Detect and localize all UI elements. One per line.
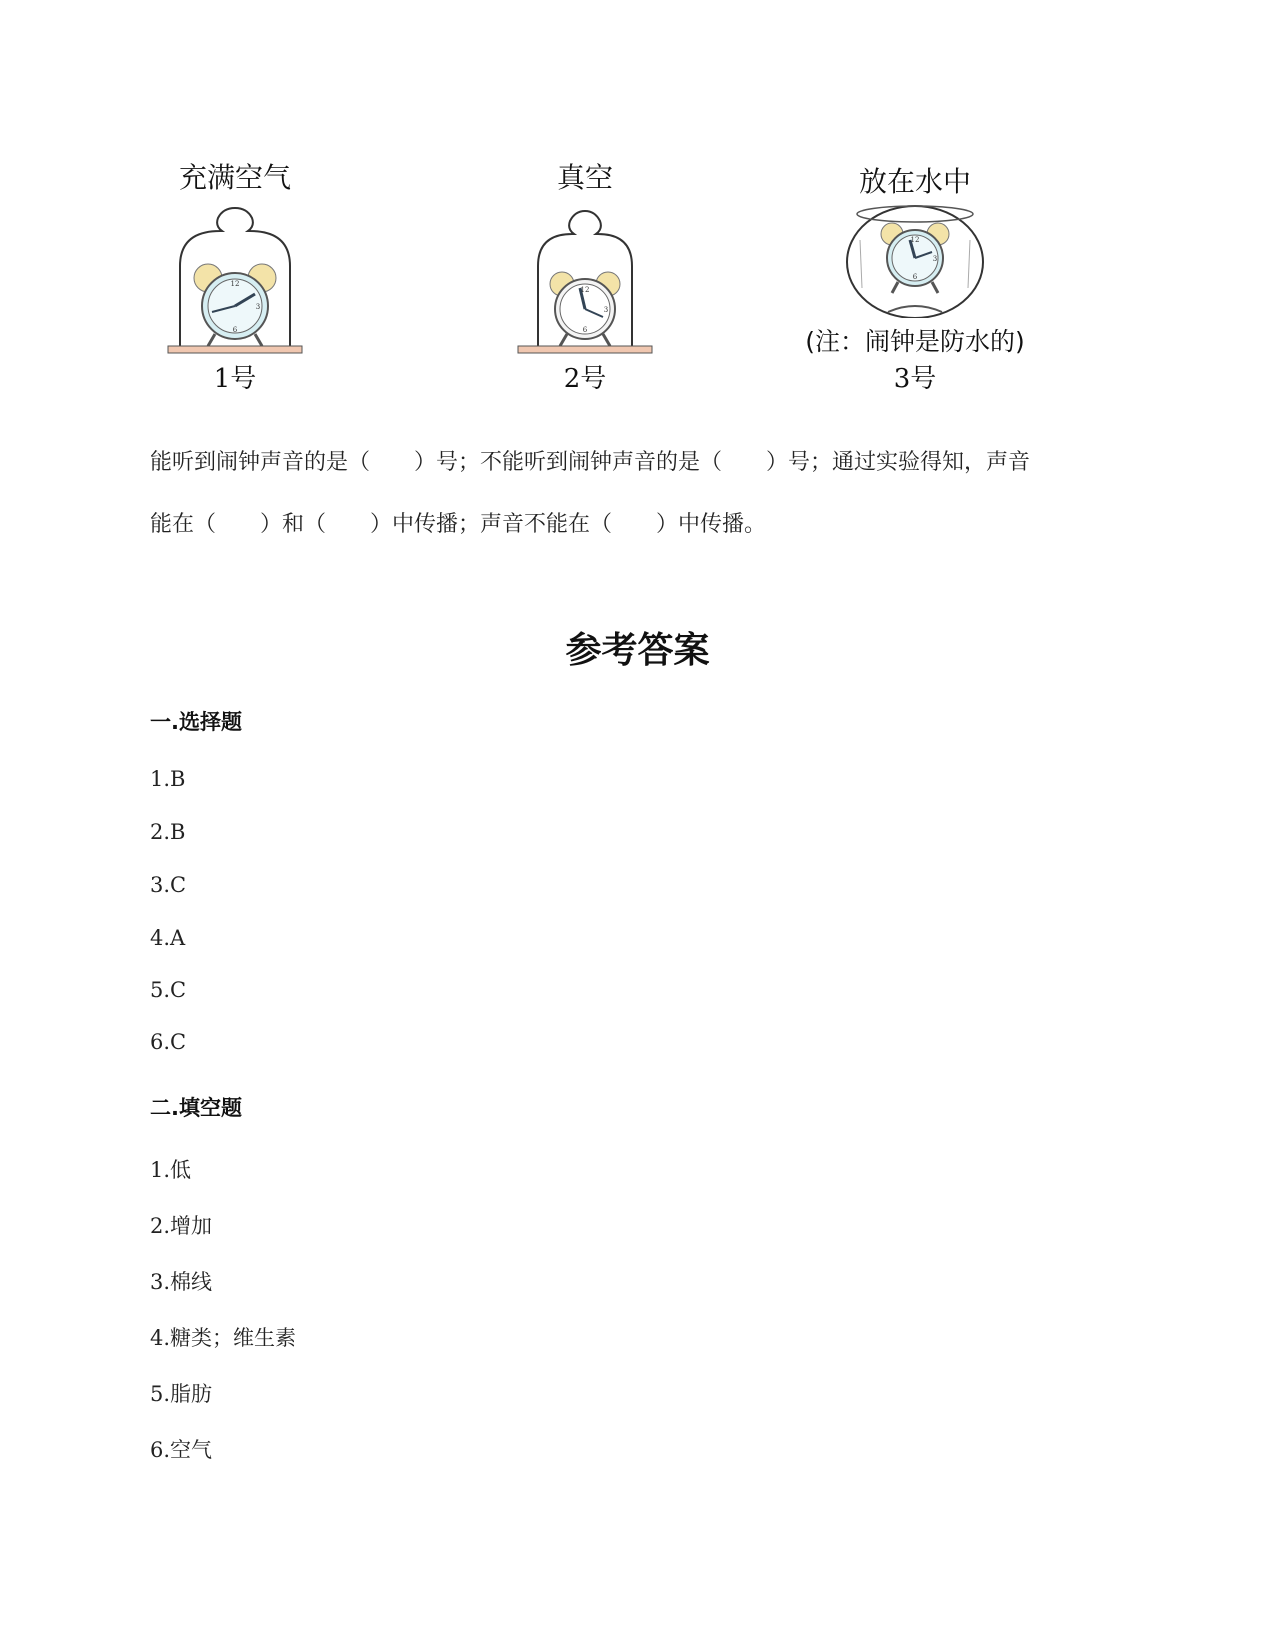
answer-item: 2.B (150, 820, 186, 844)
figure-2-label: 2号 (563, 364, 607, 394)
figure-3 (780, 150, 1050, 395)
answer-item: 5.C (150, 978, 187, 1002)
svg-text:6: 6 (912, 273, 918, 281)
svg-text:6: 6 (582, 326, 588, 334)
svg-text:3: 3 (255, 303, 261, 311)
svg-text:12: 12 (910, 236, 920, 244)
svg-text:12: 12 (580, 286, 590, 294)
answer-item: 2.增加 (150, 1214, 213, 1238)
figure-3-caption: 放在水中 (858, 165, 971, 198)
svg-text:3: 3 (932, 255, 938, 263)
answer-item: 1.低 (150, 1158, 192, 1182)
svg-text:12: 12 (230, 280, 240, 288)
figure-1 (160, 150, 310, 395)
answer-item: 4.A (150, 926, 186, 950)
question-line-2: 能在（ ）和（ ）中传播；声音不能在（ ）中传播。 (150, 512, 767, 537)
figure-2-caption: 真空 (556, 161, 613, 194)
question-line-1: 能听到闹钟声音的是（ ）号；不能听到闹钟声音的是（ ）号；通过实验得知，声音 (150, 450, 1031, 475)
answer-item: 1.B (150, 767, 186, 791)
figure-2 (510, 150, 660, 395)
answer-item: 5.脂肪 (150, 1382, 213, 1406)
section-title-fill: 二.填空题 (150, 1096, 242, 1120)
bell-jar-clock-icon (160, 196, 310, 356)
answer-item: 4.糖类；维生素 (150, 1326, 297, 1350)
section-title-choice: 一.选择题 (150, 710, 242, 734)
figure-1-label: 1号 (213, 364, 257, 394)
answers-title: 参考答案 (565, 630, 710, 671)
answer-item: 3.棉线 (150, 1270, 213, 1294)
answer-item: 3.C (150, 873, 187, 897)
water-bowl-clock-icon (780, 200, 1050, 318)
vacuum-jar-clock-icon (510, 196, 660, 356)
figure-3-note: (注：闹钟是防水的) (805, 327, 1025, 356)
answer-item: 6.C (150, 1030, 187, 1054)
figure-1-caption: 充满空气 (178, 161, 291, 194)
experiment-figures (140, 150, 1120, 410)
answer-item: 6.空气 (150, 1438, 213, 1462)
svg-text:3: 3 (603, 306, 609, 314)
svg-text:6: 6 (232, 326, 238, 334)
figure-3-label: 3号 (893, 364, 937, 394)
